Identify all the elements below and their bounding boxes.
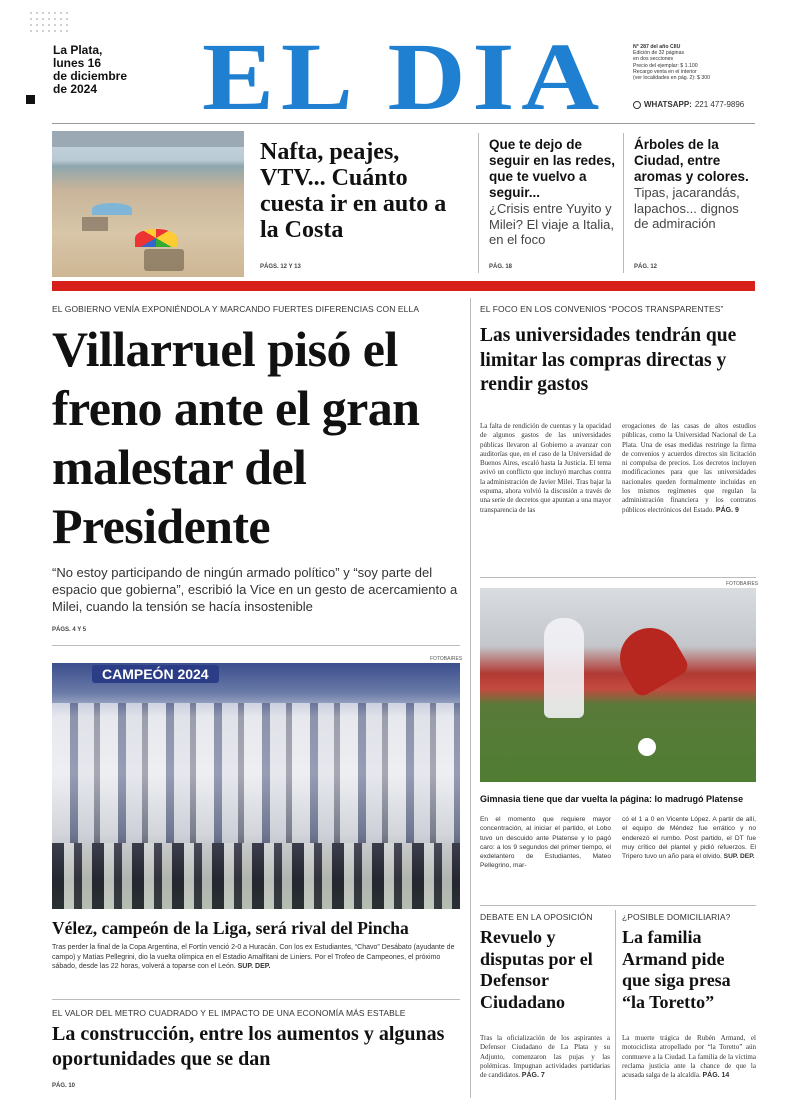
armand-body: La muerte trágica de Rubén Armand, el motociclista atropellado por “la Toretto” aún conmueve a la Ciudad. La familia de la víctima reclama justicia ante la chance de que la acusada salga de la alcaldía. PÁG. 14 — [622, 1034, 756, 1080]
yuyito-headline: Que te dejo de seguir en las redes, que te vuelvo a seguir... — [489, 137, 616, 200]
velez-credit: FOTOBAIRES — [430, 656, 463, 662]
nafta-page: PÁGS. 12 Y 13 — [260, 264, 301, 270]
universidades-col1: La falta de rendición de cuentas y la opacidad de algunos gastos de las universidades públicas llevaron al Gobierno a avanzar con auditorías que, en el caso de la Universidad de Buenos Aires, escaló hasta la Justicia. El tema avivó un conflicto que incluyó marchas contra la administración de Javier Milei. Tras bajar la espuma, ahora volvió la discusión a través de una serie de decretos que apuntan a una mayor transparencia de las — [480, 422, 611, 514]
divider — [52, 645, 460, 646]
beach-photo — [52, 131, 244, 277]
masthead-square — [26, 95, 35, 104]
construccion-kicker: EL VALOR DEL METRO CUADRADO Y EL IMPACTO DE UNA ECONOMÍA MÁS ESTABLE — [52, 1008, 406, 1018]
defensor-kicker: DEBATE EN LA OPOSICIÓN — [480, 912, 593, 922]
yuyito-page: PÁG. 18 — [489, 264, 513, 270]
yuyito-sub: ¿Crisis entre Yuyito y Milei? El viaje a Italia, en el foco — [489, 201, 614, 247]
whatsapp-line: WHATSAPP: 221 477-9896 — [633, 100, 744, 109]
logo-graphic — [200, 33, 608, 115]
red-bar — [52, 281, 755, 291]
masthead-rule — [52, 123, 755, 124]
divider — [615, 910, 616, 1100]
umbrella-icon — [135, 229, 177, 247]
nafta-headline: Nafta, peajes, VTV... Cuánto cuesta ir en auto a la Costa — [260, 139, 447, 243]
column-divider — [470, 298, 471, 1098]
gimnasia-col1: En el momento que requiere mayor concentración, al iniciar el partido, el Lobo tuvo un descuido ante Platense y lo pagó caro: a los 9 segundos del primer tiempo, el exdelantero de Estudiantes, Mateo Pellegrino, mar- — [480, 816, 611, 870]
divider — [623, 133, 624, 273]
lead-kicker: EL GOBIERNO VENÍA EXPONIÉNDOLA Y MARCANDO FUERTES DIFERENCIAS CON ELLA — [52, 304, 420, 314]
velez-headline: Vélez, campeón de la Liga, será rival del Pincha — [52, 918, 409, 938]
el-dia-logo — [200, 33, 608, 115]
arboles-sub: Tipas, jacarandás, lapachos... dignos de admiración — [634, 185, 740, 231]
defensor-page: PÁG. 7 — [521, 1072, 545, 1080]
construccion-page: PÁG. 10 — [52, 1083, 76, 1089]
edition-info: N° 287 del año CIIU Edición de 32 páginas en dos secciones Precio del ejemplar: $ 1.100 Recargo venta en el interior (ver localidades en pág. 2): $ 300 — [633, 44, 710, 82]
universidades-kicker: EL FOCO EN LOS CONVENIOS “POCOS TRANSPARENTES” — [480, 304, 724, 314]
gimnasia-page: SUP. DEP. — [723, 853, 755, 861]
velez-page: SUP. DEP. — [237, 963, 271, 970]
gimnasia-credit: FOTOBAIRES — [726, 581, 759, 587]
divider — [480, 577, 756, 578]
defensor-headline: Revuelo y disputas por el Defensor Ciudadano — [480, 927, 593, 1012]
armand-kicker: ¿POSIBLE DOMICILIARIA? — [622, 912, 731, 922]
arboles-page: PÁG. 12 — [634, 264, 658, 270]
universidades-col2: erogaciones de las casas de altos estudios públicas, como la Universidad Nacional de La Plata. Una de esas medidas restringe la firma de convenios y acuerdos directos sin licitación ni compulsa de precios. Los decretos incluyen modificaciones para que las universidades nacionales queden formalmente incluidas en los mismos regímenes que regulan la administración financiera y los contratos públicos electrónicos del Estado. PÁG. 9 — [622, 422, 756, 514]
divider — [52, 999, 460, 1000]
gimnasia-col2: có el 1 a 0 en Vicente López. A partir de allí, el equipo de Méndez fue errático y no enderezó el rumbo. Post partido, el DT fue muy crítico del plantel y pidió refuerzos. El Tripero tuvo un año para el olvido. SUP. DEP. — [622, 816, 756, 861]
armand-page: PÁG. 14 — [702, 1072, 730, 1080]
gimnasia-photo — [480, 588, 756, 782]
velez-body: Tras perder la final de la Copa Argentina, el Fortín venció 2-0 a Huracán. Con los ex Estudiantes, “Chavo” Desábato (ayudante de campo) y Matías Pellegrini, dio la vuelta olímpica en el Estadio Amalfitani de Liniers. Por el Trofeo de Campeones, el próximo sábado, desde las 22 horas, volverá a toparse con el León. SUP. DEP. — [52, 944, 455, 970]
armand-headline: La familia Armand pide que siga presa “la Toretto” — [622, 927, 731, 1012]
divider — [480, 905, 756, 906]
corner-dots-decoration — [28, 10, 68, 32]
lead-deck: “No estoy participando de ningún armado político” y “soy parte del espacio que gobierna”, escribió la Vice en un gesto de acercamiento a Milei, cuando la tensión se hacía insostenible — [52, 565, 458, 614]
universidades-page: PÁG. 9 — [715, 506, 739, 514]
construccion-headline: La construcción, entre los aumentos y algunas oportunidades que se dan — [52, 1023, 445, 1070]
lead-page: PÁGS. 4 Y 5 — [52, 627, 87, 633]
divider — [478, 133, 479, 273]
gimnasia-headline: Gimnasia tiene que dar vuelta la página: lo madrugó Platense — [480, 794, 744, 804]
velez-photo — [52, 663, 460, 909]
lead-headline: Villarruel pisó el freno ante el gran malestar del Presidente — [52, 321, 420, 554]
campeon-banner: CAMPEÓN 2024 — [92, 665, 219, 683]
arboles-teaser — [634, 137, 756, 232]
whatsapp-icon — [633, 101, 641, 109]
arboles-headline: Árboles de la Ciudad, entre aromas y colores. — [634, 137, 749, 184]
logo-text: EL DIA — [202, 33, 606, 115]
yuyito-teaser — [489, 137, 619, 248]
masthead-date: La Plata, lunes 16 de diciembre de 2024 — [53, 43, 128, 96]
universidades-headline: Las universidades tendrán que limitar las compras directas y rendir gastos — [480, 325, 737, 395]
masthead-city: La Plata, — [53, 43, 103, 57]
defensor-body: Tras la oficialización de los aspirantes a Defensor Ciudadano de La Plata y su Adjunto, comenzaron las pujas y las polémicas. Impugnan actividades partidarias de candidatos. PÁG. 7 — [480, 1034, 610, 1080]
